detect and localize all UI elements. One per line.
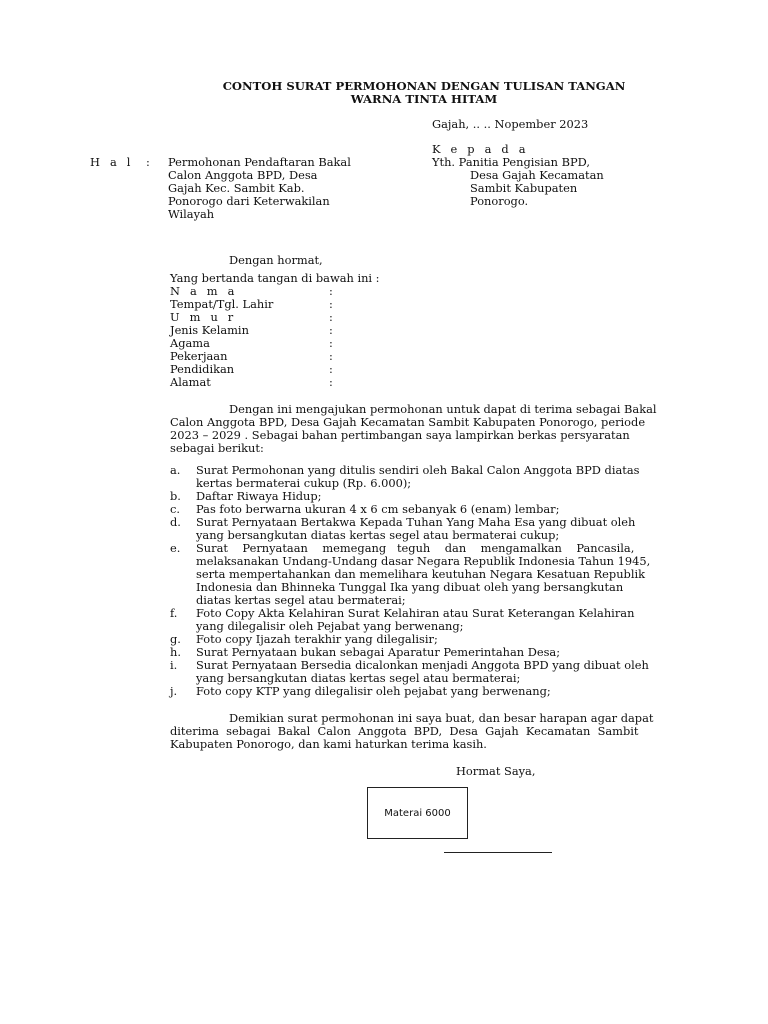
list-text: melaksanakan Undang-Undang dasar Negara Republik Indonesia Tahun 1945, <box>196 554 651 568</box>
list-item <box>170 464 694 490</box>
list-text: kertas bermaterai cukup (Rp. 6.000); <box>196 476 412 490</box>
requirements-list <box>170 464 694 698</box>
hal-line: Permohonan Pendaftaran Bakal <box>168 155 351 169</box>
hal-line: Gajah Kec. Sambit Kab. <box>168 181 305 195</box>
hal-subject <box>168 156 351 221</box>
recipient-line: Yth. Panitia Pengisian BPD, <box>432 155 591 169</box>
list-item <box>170 516 694 542</box>
intro-text: Yang bertanda tangan di bawah ini : <box>170 271 380 285</box>
list-text: Foto Copy Akta Kelahiran Surat Kelahiran atau Surat Keterangan Kelahiran <box>196 606 635 620</box>
list-item <box>170 607 694 633</box>
list-text: yang bersangkutan diatas kertas segel atau bermaterai cukup; <box>196 528 560 542</box>
list-text: Pas foto berwarna ukuran 4 x 6 cm sebanyak 6 (enam) lembar; <box>196 502 560 516</box>
paragraph-line: Dengan ini mengajukan permohonan untuk dapat di terima sebagai Bakal <box>229 402 657 416</box>
list-text: diatas kertas segel atau bermaterai; <box>196 593 406 607</box>
field-colon: : <box>329 310 333 324</box>
field-label: Agama <box>170 336 210 350</box>
list-text: Surat Pernyataan bukan sebagai Aparatur Pemerintahan Desa; <box>196 645 561 659</box>
closing-line: Kabupaten Ponorogo, dan kami haturkan terima kasih. <box>170 737 487 751</box>
list-text: Surat Permohonan yang ditulis sendiri oleh Bakal Calon Anggota BPD diatas <box>196 463 640 477</box>
closing-paragraph <box>170 712 653 751</box>
document-title-line2: WARNA TINTA HITAM <box>350 92 498 106</box>
field-label: Jenis Kelamin <box>170 323 249 337</box>
recipient-line: Desa Gajah Kecamatan <box>470 168 604 182</box>
list-text: Foto copy Ijazah terakhir yang dilegalisir; <box>196 632 438 646</box>
list-text: yang dilegalisir oleh Pejabat yang berwenang; <box>196 619 464 633</box>
list-marker: h. <box>170 645 181 659</box>
signature-line <box>444 852 552 853</box>
closing-line: Demikian surat permohonan ini saya buat, dan besar harapan agar dapat <box>229 711 654 725</box>
list-text: yang bersangkutan diatas kertas segel atau bermaterai; <box>196 671 521 685</box>
recipient-line: Sambit Kabupaten <box>470 181 578 195</box>
list-text: Indonesia dan Bhinneka Tunggal Ika yang dibuat oleh yang bersangkutan <box>196 580 624 594</box>
field-colon: : <box>329 362 333 376</box>
field-colon: : <box>329 336 333 350</box>
field-row <box>170 376 333 389</box>
field-label: Pendidikan <box>170 362 235 376</box>
hal-label: H a l <box>90 155 134 169</box>
list-marker: i. <box>170 658 178 672</box>
field-label: Alamat <box>170 375 211 389</box>
recipient-address <box>432 156 604 208</box>
recipient-line: Ponorogo. <box>470 194 529 208</box>
field-colon: : <box>329 375 333 389</box>
list-text: Surat Pernyataan Bertakwa Kepada Tuhan Yang Maha Esa yang dibuat oleh <box>196 515 636 529</box>
list-text: serta mempertahankan dan memelihara keutuhan Negara Kesatuan Republik <box>196 567 646 581</box>
identity-fields <box>170 285 333 389</box>
list-text: Surat Pernyataan Bersedia dicalonkan menjadi Anggota BPD yang dibuat oleh <box>196 658 649 672</box>
stamp-box <box>367 787 468 839</box>
list-text: Daftar Riwaya Hidup; <box>196 489 322 503</box>
closing-line: diterima sebagai Bakal Calon Anggota BPD, Desa Gajah Kecamatan Sambit <box>170 724 639 738</box>
list-text: Surat Pernyataan memegang teguh dan mengamalkan Pancasila, <box>196 541 635 555</box>
hal-line: Calon Anggota BPD, Desa <box>168 168 318 182</box>
list-item <box>170 542 694 607</box>
list-marker: d. <box>170 515 181 529</box>
field-colon: : <box>329 297 333 311</box>
list-marker: f. <box>170 606 178 620</box>
list-marker: e. <box>170 541 181 555</box>
list-item <box>170 685 694 698</box>
paragraph-line: Calon Anggota BPD, Desa Gajah Kecamatan Sambit Kabupaten Ponorogo, periode <box>170 415 646 429</box>
hal-line: Wilayah <box>168 207 215 221</box>
hal-line: Ponorogo dari Keterwakilan <box>168 194 330 208</box>
sign-off: Hormat Saya, <box>456 764 536 778</box>
hal-colon: : <box>146 155 150 169</box>
field-colon: : <box>329 323 333 337</box>
place-date: Gajah, .. .. Nopember 2023 <box>432 117 589 131</box>
field-colon: : <box>329 349 333 363</box>
field-label: Pekerjaan <box>170 349 228 363</box>
stamp-label: Materai 6000 <box>384 807 451 819</box>
paragraph-line: sebagai berikut: <box>170 441 264 455</box>
field-label: N a m a <box>170 284 238 298</box>
list-item <box>170 659 694 685</box>
kepada-label: K e p a d a <box>432 142 529 156</box>
document-title-line1: CONTOH SURAT PERMOHONAN DENGAN TULISAN TANGAN <box>222 79 626 93</box>
field-colon: : <box>329 284 333 298</box>
list-marker: a. <box>170 463 181 477</box>
body-paragraph <box>170 403 657 455</box>
greeting: Dengan hormat, <box>229 253 323 267</box>
list-marker: b. <box>170 489 181 503</box>
list-marker: c. <box>170 502 181 516</box>
paragraph-line: 2023 – 2029 . Sebagai bahan pertimbangan saya lampirkan berkas persyaratan <box>170 428 630 442</box>
list-marker: j. <box>170 684 178 698</box>
field-label: U m u r <box>170 310 237 324</box>
field-label: Tempat/Tgl. Lahir <box>170 297 274 311</box>
list-text: Foto copy KTP yang dilegalisir oleh pejabat yang berwenang; <box>196 684 551 698</box>
list-marker: g. <box>170 632 181 646</box>
